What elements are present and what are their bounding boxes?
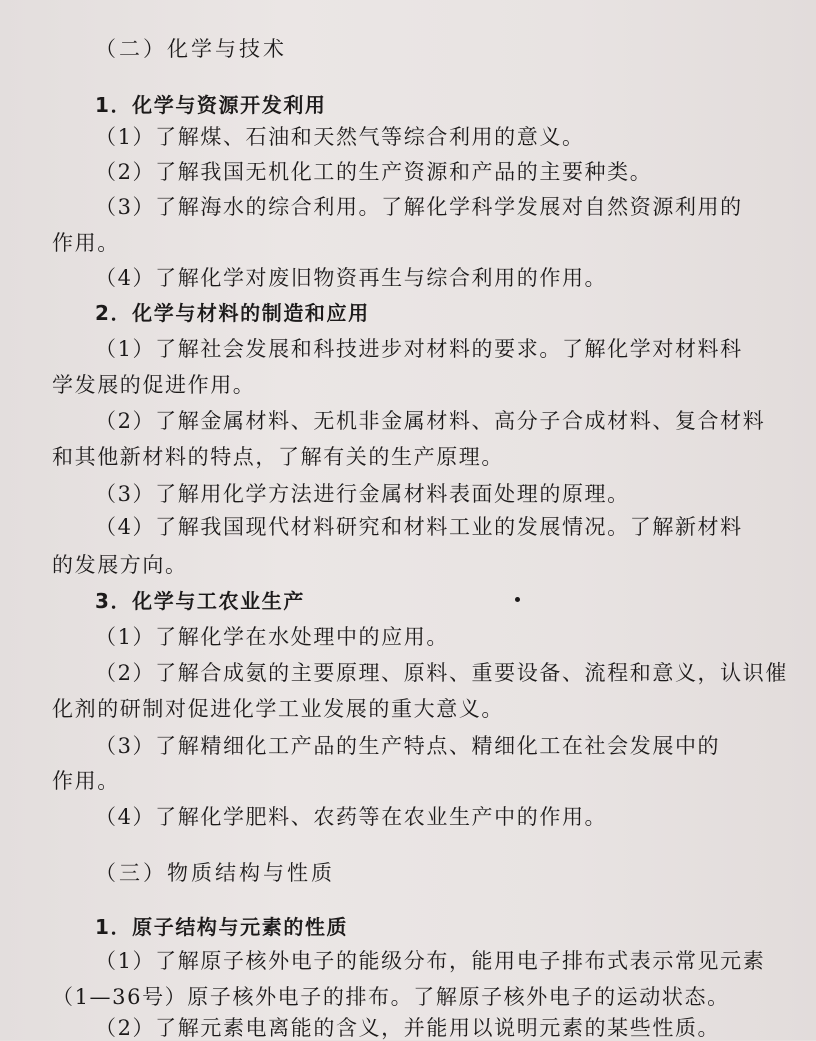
section-heading-structure-properties: （三）物质结构与性质: [95, 861, 335, 885]
stray-dot-mark: [515, 597, 520, 602]
paragraph-line: （3）了解海水的综合利用。了解化学科学发展对自然资源利用的: [95, 195, 743, 219]
subsection-heading-materials: 2．化学与材料的制造和应用: [95, 301, 370, 325]
paragraph-line: （4）了解化学肥料、农药等在农业生产中的作用。: [95, 805, 608, 829]
subsection-heading-industry-agriculture: 3．化学与工农业生产: [95, 589, 305, 613]
paragraph-line: （1）了解原子核外电子的能级分布，能用电子排布式表示常见元素: [95, 949, 766, 973]
paragraph-line: （2）了解合成氨的主要原理、原料、重要设备、流程和意义，认识催: [95, 661, 788, 685]
paragraph-line: 和其他新材料的特点，了解有关的生产原理。: [52, 445, 504, 469]
section-heading-chemistry-technology: （二）化学与技术: [95, 37, 287, 61]
paragraph-line: （4）了解化学对废旧物资再生与综合利用的作用。: [95, 266, 608, 290]
subsection-heading-resources: 1．化学与资源开发利用: [95, 93, 327, 117]
paragraph-line: 作用。: [52, 231, 120, 255]
paragraph-line: 化剂的研制对促进化学工业发展的重大意义。: [52, 697, 504, 721]
paragraph-line: 学发展的促进作用。: [52, 373, 256, 397]
paragraph-line: 作用。: [52, 769, 120, 793]
subsection-heading-atomic-structure: 1．原子结构与元素的性质: [95, 915, 349, 939]
paragraph-line: （1）了解煤、石油和天然气等综合利用的意义。: [95, 125, 585, 149]
paragraph-line: （3）了解精细化工产品的生产特点、精细化工在社会发展中的: [95, 734, 721, 758]
paragraph-line: （2）了解金属材料、无机非金属材料、高分子合成材料、复合材料: [95, 409, 766, 433]
paragraph-line: （3）了解用化学方法进行金属材料表面处理的原理。: [95, 482, 630, 506]
paragraph-line: 的发展方向。: [52, 553, 188, 577]
paragraph-line: （1—36号）原子核外电子的排布。了解原子核外电子的运动状态。: [52, 985, 730, 1009]
paragraph-line: （4）了解我国现代材料研究和材料工业的发展情况。了解新材料: [95, 515, 743, 539]
paragraph-line: （1）了解社会发展和科技进步对材料的要求。了解化学对材料科: [95, 337, 743, 361]
paragraph-line: （1）了解化学在水处理中的应用。: [95, 625, 449, 649]
paragraph-line: （2）了解元素电离能的含义，并能用以说明元素的某些性质。: [95, 1016, 721, 1040]
paragraph-line: （2）了解我国无机化工的生产资源和产品的主要种类。: [95, 160, 653, 184]
